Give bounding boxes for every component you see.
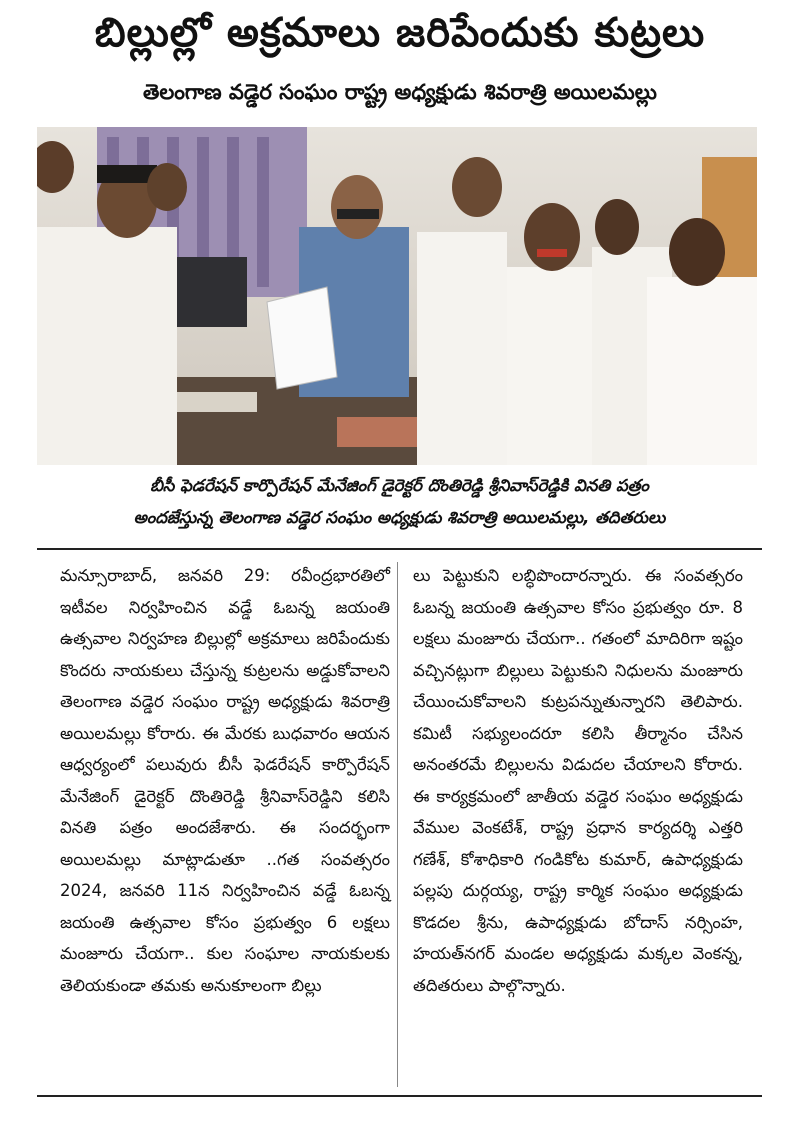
caption-line-1: బీసీ ఫెడరేషన్ కార్పొరేషన్ మేనేజింగ్ డైరెక్టర్ దొంతిరెడ్డి శ్రీనివాస్‌రెడ్డికి వినతి పత్రం bbox=[150, 476, 649, 495]
news-photo bbox=[37, 127, 757, 465]
subheadline: తెలంగాణ వడ్డెర సంఘం రాష్ట్ర అధ్యక్షుడు శివరాత్రి అయిలమల్లు bbox=[143, 80, 657, 104]
caption-line-2: అందజేస్తున్న తెలంగాణ వడ్డెర సంఘం అధ్యక్షుడు శివరాత్రి అయిలమల్లు, తదితరులు bbox=[133, 508, 666, 527]
article-column-left bbox=[60, 560, 390, 1001]
photo-icon bbox=[37, 127, 757, 465]
article-right-text: లు పెట్టుకుని లబ్ధిపొందారన్నారు. ఈ సంవత్సరం ఓబన్న జయంతి ఉత్సవాల కోసం ప్రభుత్వం రూ. 8 లక్షలు మంజూరు చేయగా.. గతంలో మాదిరిగా ఇష్టం వచ్చినట్లుగా బిల్లులు పెట్టుకుని నిధులను మంజూరు చేయించుకోవాలని కుట్రపన్నుతున్నారని తెలిపారు. కమిటీ సభ్యులందరూ కలిసి తీర్మానం చేసిన అనంతరమే బిల్లులను విడుదల చేయాలని కోరారు. ఈ కార్యక్రమంలో జాతీయ వడ్డెర సంఘం అధ్యక్షుడు వేముల వెంకటేశ్, రాష్ట్ర ప్రధాన కార్యదర్శి ఎత్తరి గణేశ్, కోశాధికారి గండికోట కుమార్, ఉపాధ్యక్షుడు పల్లపు దుర్గయ్య, రాష్ట్ర కార్మిక సంఘం అధ్యక్షుడు కొడదల శ్రీను, ఉపాధ్యక్షుడు బోదాస్ నర్సింహ, హయత్‌నగర్ మండల అధ్యక్షుడు మక్కల వెంకన్న, తదితరులు పాల్గొన్నారు. bbox=[413, 566, 743, 995]
bottom-rule bbox=[37, 1095, 762, 1097]
column-divider bbox=[397, 562, 398, 1087]
article-left-text: మన్సూరాబాద్, జనవరి 29: రవీంద్రభారతిలో ఇటీవల నిర్వహించిన వడ్డే ఓబన్న జయంతి ఉత్సవాల నిర్వహణ బిల్లుల్లో అక్రమాలు జరిపేందుకు కొందరు నాయకులు చేస్తున్న కుట్రలను అడ్డుకోవాలని తెలంగాణ వడ్డెర సంఘం రాష్ట్ర అధ్యక్షుడు శివరాత్రి అయిలమల్లు కోరారు. ఈ మేరకు బుధవారం ఆయన ఆధ్వర్యంలో పలువురు బీసీ ఫెడరేషన్ కార్పొరేషన్ మేనేజింగ్ డైరెక్టర్ దొంతిరెడ్డి శ్రీనివాస్‌రెడ్డిని కలిసి వినతి పత్రం అందజేశారు. ఈ సందర్భంగా అయిలమల్లు మాట్లాడుతూ ..గత సంవత్సరం 2024, జనవరి 11న నిర్వహించిన వడ్డే ఓబన్న జయంతి ఉత్సవాల కోసం ప్రభుత్వం 6 లక్షలు మంజూరు చేయగా.. కుల సంఘాల నాయకులకు తెలియకుండా తమకు అనుకూలంగా బిల్లు bbox=[60, 566, 390, 995]
headline: బిల్లుల్లో అక్రమాలు జరిపేందుకు కుట్రలు bbox=[94, 10, 706, 56]
caption-rule bbox=[37, 548, 762, 550]
article-column-right bbox=[413, 560, 743, 1001]
photo-caption bbox=[37, 470, 762, 534]
